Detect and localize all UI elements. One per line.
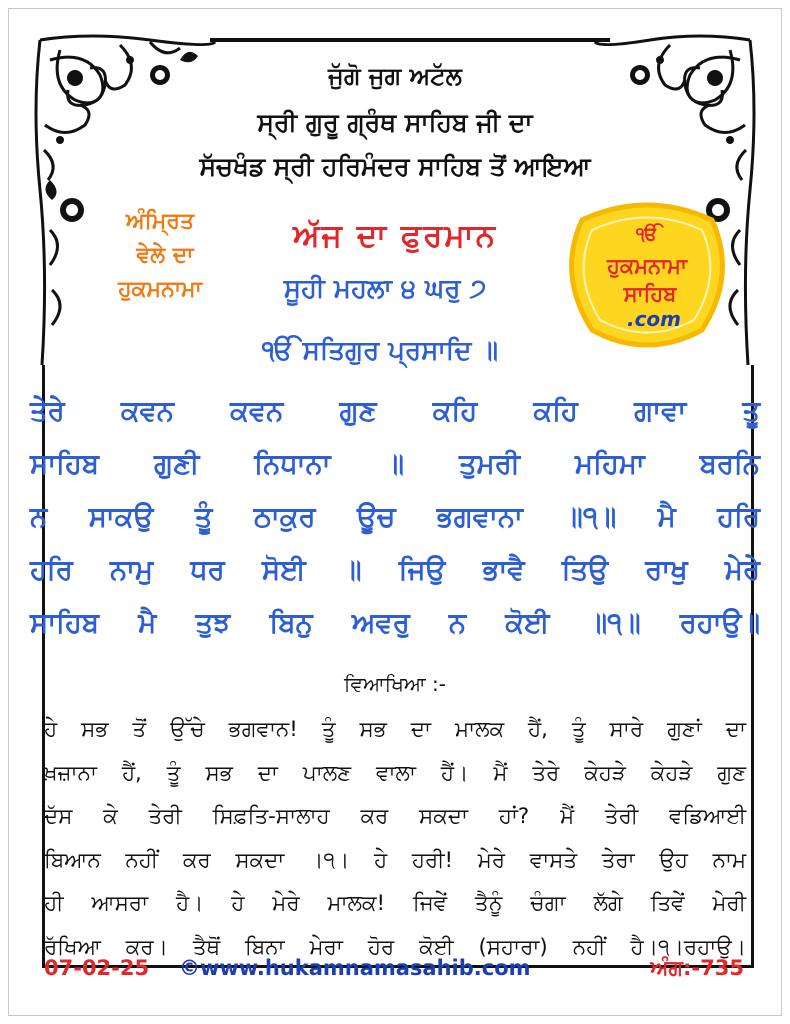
logo-line-1: ਹੁਕਮਨਾਮਾ	[607, 254, 687, 278]
gurbani-line: ਸਾਹਿਬ ਗੁਣੀ ਨਿਧਾਨਾ ॥ ਤੁਮਰੀ ਮਹਿਮਾ ਬਰਨਿ	[30, 448, 760, 480]
logo-symbol: ੴ	[636, 224, 658, 245]
gurbani-line: ਤੇਰੇ ਕਵਨ ਕਵਨ ਗੁਣ ਕਹਿ ਕਹਿ ਗਾਵਾ ਤੂ	[30, 395, 760, 427]
vyakhya-line: ਦੱਸ ਕੇ ਤੇਰੀ ਸਿਫ਼ਤਿ-ਸਾਲਾਹ ਕਰ ਸਕਦਾ ਹਾਂ? ਮੈਂ ਤੇਰੀ ਵਡਿਆਈ	[44, 804, 746, 829]
footer-website-link[interactable]: ©www.hukamnamasahib.com	[179, 956, 531, 980]
footer-ang-number: ਅੰਗ:-735	[650, 956, 744, 980]
footer	[44, 956, 744, 986]
mool-mantar-line: ੴ ਸਤਿਗੁਰ ਪ੍ਰਸਾਦਿ ॥	[261, 336, 499, 366]
header-line-3: ਸੱਚਖੰਡ ਸ੍ਰੀ ਹਰਿਮੰਦਰ ਸਾਹਿਬ ਤੋਂ ਆਇਆ	[199, 152, 591, 181]
logo-line-3: .com	[626, 307, 682, 331]
vyakhya-line: ਬਿਆਨ ਨਹੀਂ ਕਰ ਸਕਦਾ ।੧। ਹੇ ਹਰੀ! ਮੇਰੇ ਵਾਸਤੇ ਤੇਰਾ ਉਹ ਨਾਮ	[44, 847, 746, 873]
vyakhya-line: ਹੇ ਸਭ ਤੋਂ ਉੱਚੇ ਭਗਵਾਨ! ਤੂੰ ਸਭ ਦਾ ਮਾਲਕ ਹੈਂ, ਤੂੰ ਸਾਰੇ ਗੁਣਾਂ ਦਾ	[44, 717, 746, 742]
vyakhya-block	[44, 708, 746, 969]
amrit-vele-label-line-2: ਵੇਲੇ ਦਾ	[136, 243, 194, 268]
vyakhya-line: ਹੀ ਆਸਰਾ ਹੈ। ਹੇ ਮੇਰੇ ਮਾਲਕ! ਜਿਵੇਂ ਤੈਨੂੰ ਚੰਗਾ ਲੱਗੇ ਤਿਵੇਂ ਮੇਰੀ	[44, 891, 746, 916]
gurbani-line: ਸਾਹਿਬ ਮੈ ਤੁਝ ਬਿਨੁ ਅਵਰੁ ਨ ਕੋਈ ॥੧॥ ਰਹਾਉ॥	[30, 607, 760, 639]
page-title: ਅੱਜ ਦਾ ਫੁਰਮਾਨ	[293, 218, 497, 254]
gurbani-block	[30, 385, 760, 650]
header-line-2: ਸ੍ਰੀ ਗੁਰੂ ਗ੍ਰੰਥ ਸਾਹਿਬ ਜੀ ਦਾ	[257, 108, 533, 137]
header-line-1: ਜੁੱਗੋ ਜੁਗ ਅਟੱਲ	[328, 62, 462, 90]
amrit-vele-label-line-1: ਅੰਮ੍ਰਿਤ	[125, 209, 195, 234]
amrit-vele-label-line-3: ਹੁਕਮਨਾਮਾ	[118, 277, 202, 302]
vyakhya-title: ਵਿਆਖਿਆ :-	[344, 672, 446, 696]
gurbani-line: ਨ ਸਾਕਉ ਤੂੰ ਠਾਕੁਰ ਊਚ ਭਗਵਾਨਾ ॥੧॥ ਮੈ ਹਰਿ	[30, 501, 760, 533]
gurbani-line: ਹਰਿ ਨਾਮੁ ਧਰ ਸੋਈ ॥ ਜਿਉ ਭਾਵੈ ਤਿਉ ਰਾਖੁ ਮੇਰੇ	[30, 554, 760, 586]
hukamnama-sahib-logo	[562, 200, 732, 350]
footer-date: 07-02-25	[44, 956, 150, 980]
vyakhya-line: ਖ਼ਜ਼ਾਨਾ ਹੈਂ, ਤੂੰ ਸਭ ਦਾ ਪਾਲਣ ਵਾਲਾ ਹੈਂ। ਮੈਂ ਤੇਰੇ ਕੇਹੜੇ ਕੇਹੜੇ ਗੁਣ	[44, 760, 746, 786]
raag-line: ਸੂਹੀ ਮਹਲਾ ੪ ਘਰੁ ੭	[283, 274, 487, 304]
frame-top-line	[210, 38, 610, 42]
vyakhya-line: ਰੱਖਿਆ ਕਰ। ਤੈਥੋਂ ਬਿਨਾ ਮੇਰਾ ਹੋਰ ਕੋਈ (ਸਹਾਰਾ) ਨਹੀਂ ਹੈ।੧।ਰਹਾਉ।	[44, 934, 746, 960]
logo-line-2: ਸਾਹਿਬ	[623, 282, 677, 306]
